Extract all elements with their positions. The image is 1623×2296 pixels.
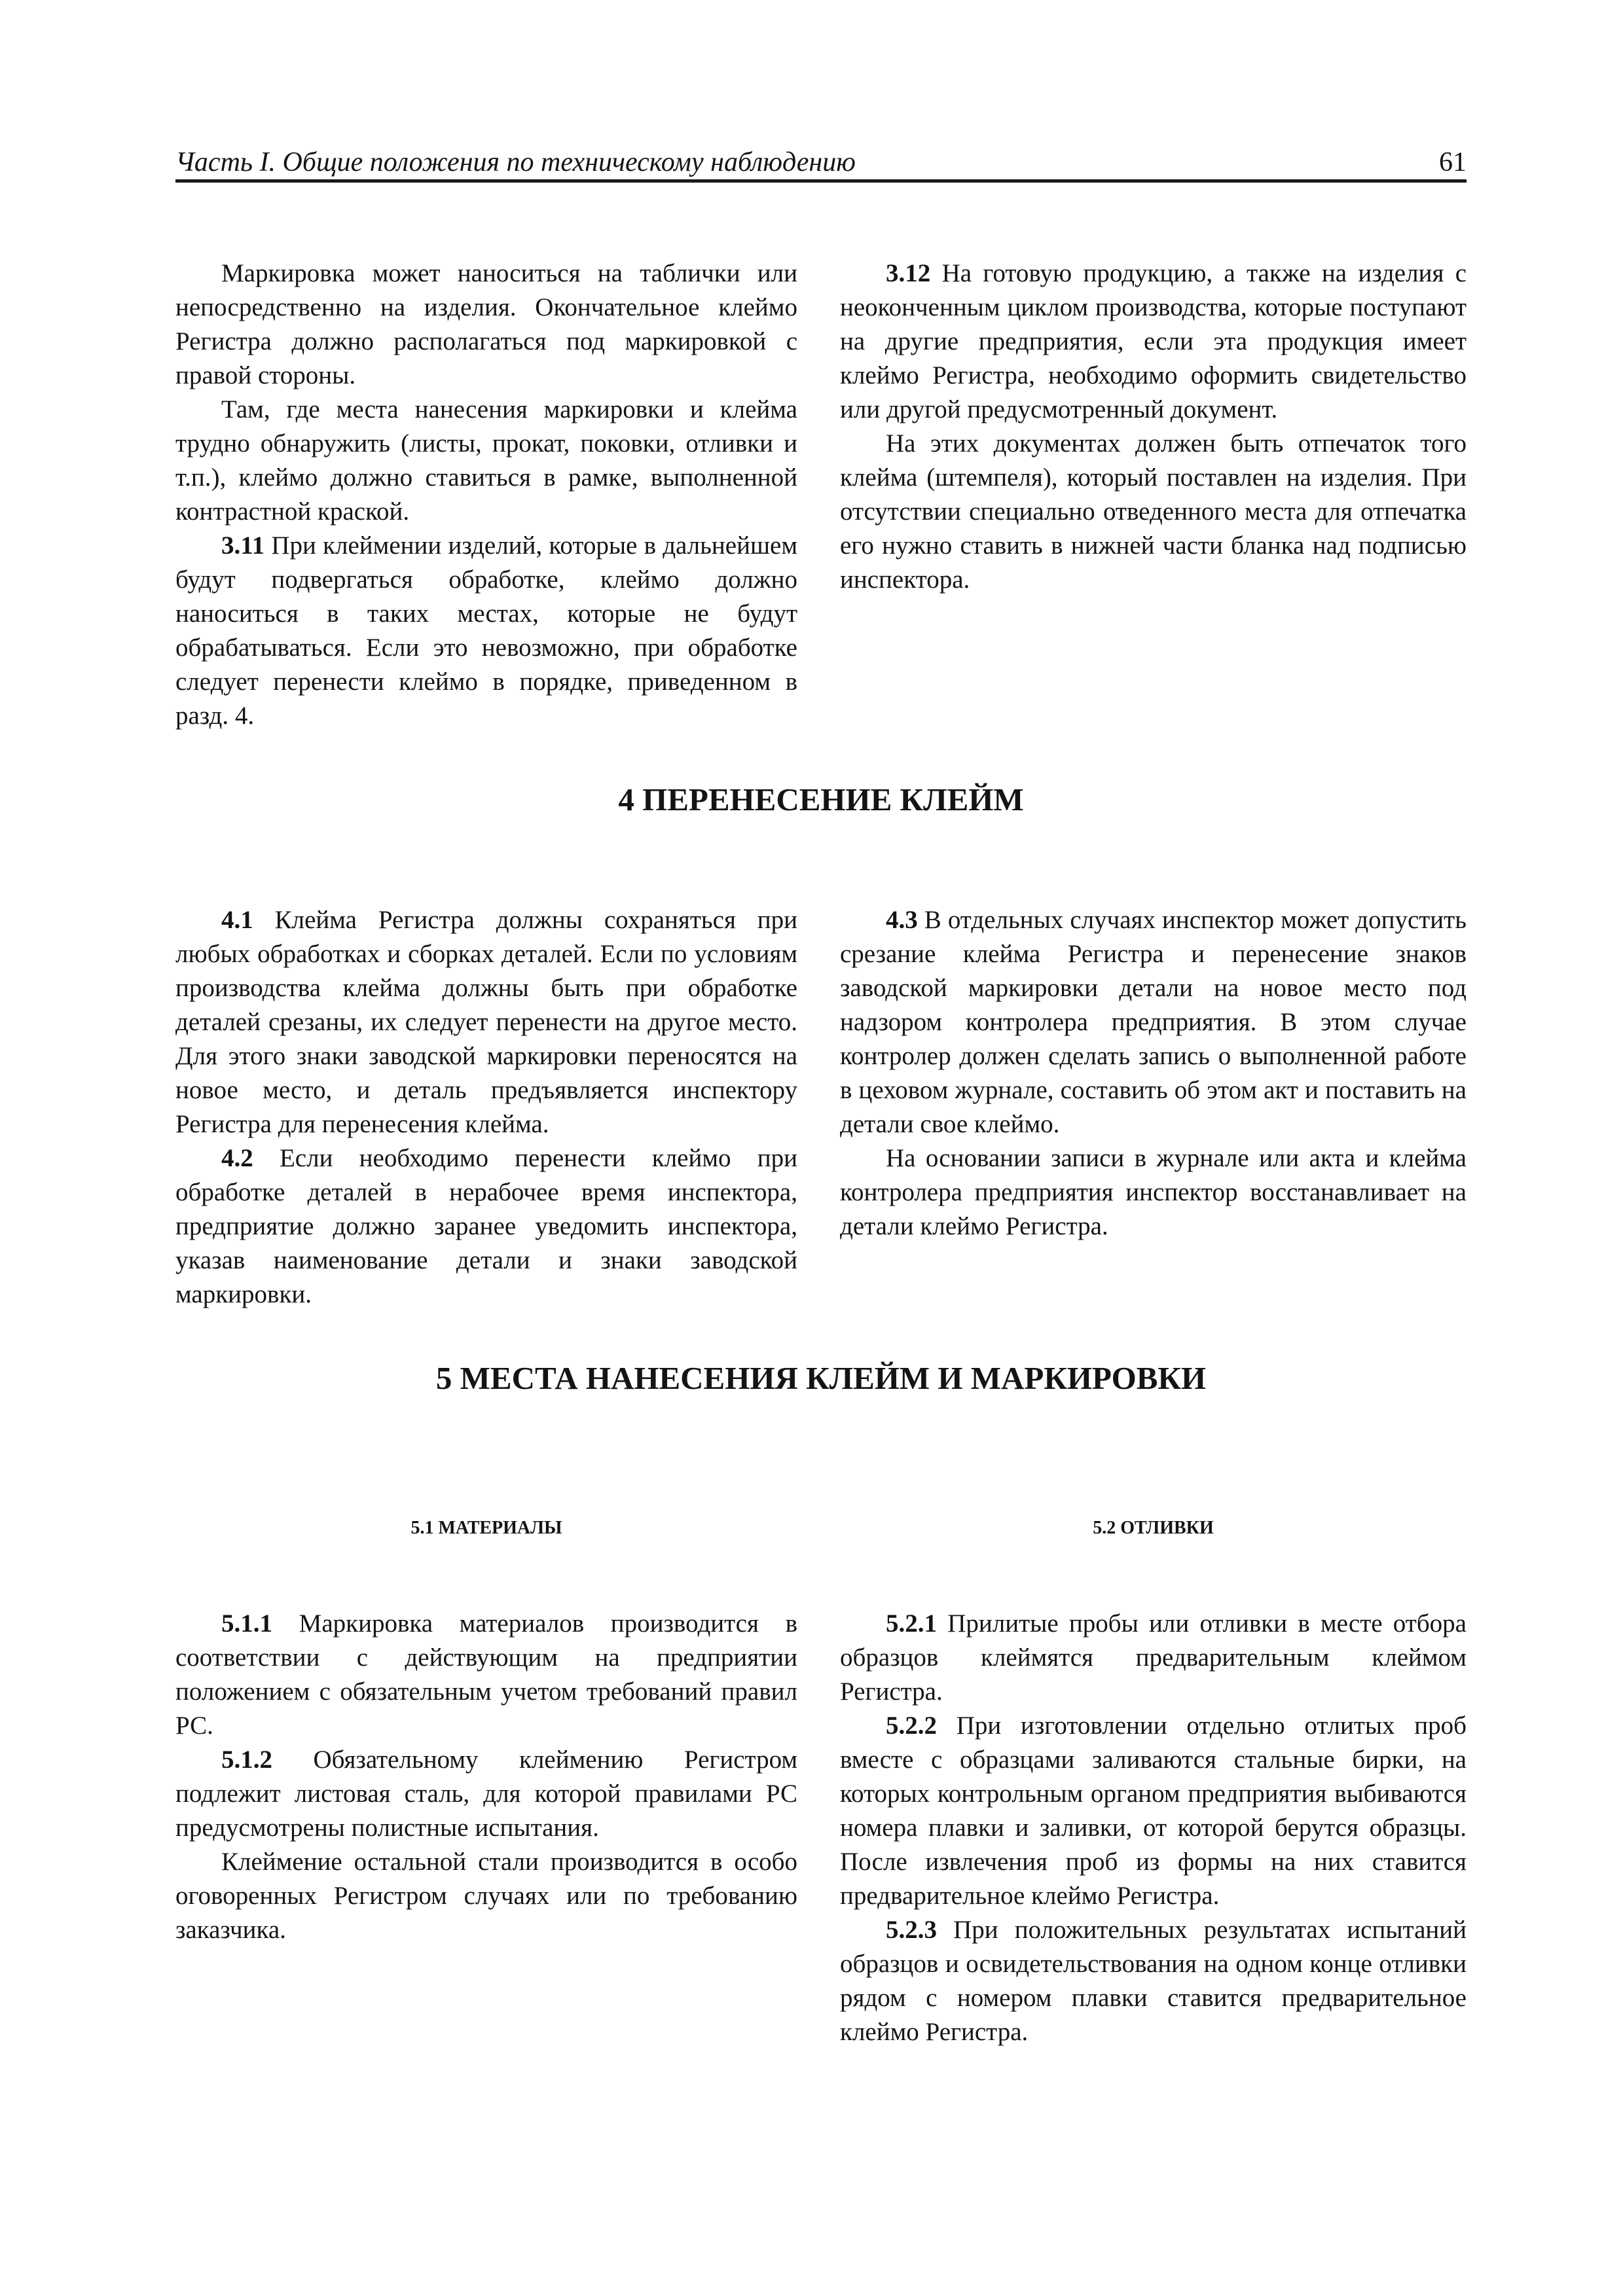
- paragraph: Маркировка может наноситься на таблички или непосредственно на изделия. Окончательное клеймо Регистра должно располагаться под маркировкой с правой стороны.: [175, 259, 797, 389]
- subsection-5-1-title: 5.1 МАТЕРИАЛЫ: [410, 1518, 562, 1538]
- section-4-right-column: [840, 903, 1467, 1244]
- top-left-column: [175, 257, 797, 733]
- section-5-title: 5 МЕСТА НАНЕСЕНИЯ КЛЕЙМ И МАРКИРОВКИ: [435, 1360, 1207, 1396]
- paragraph-5-1-1: 5.1.1 Маркировка материалов производится в соответствии с действующим на предприятии положением с обязательным учетом требований правил РС.: [175, 1609, 797, 1740]
- paragraph: На основании записи в журнале или акта и клейма контролера предприятия инспектор восстанавливает на детали клеймо Регистра.: [840, 1144, 1467, 1240]
- paragraph: На этих документах должен быть отпечаток того клейма (штемпеля), который поставлен на изделия. При отсутствии специально отведенного места для отпечатка его нужно ставить в нижней части бланка над подписью инспектора.: [840, 429, 1467, 594]
- paragraph-5-2-2: 5.2.2 При изготовлении отдельно отлитых проб вместе с образцами заливаются стальные бирки, на которых контрольным органом предприятия выбиваются номера плавки и заливки, от которой берутся образцы. После извлечения проб из формы на них ставится предварительное клеймо Регистра.: [840, 1712, 1467, 1910]
- paragraph-5-2-1: 5.2.1 Прилитые пробы или отливки в месте отбора образцов клеймятся предварительным клеймом Регистра.: [840, 1609, 1467, 1706]
- paragraph-4-1: 4.1 Клейма Регистра должны сохраняться при любых обработках и сборках деталей. Если по условиям производства клейма должны быть при обработке деталей срезаны, их следует перенести на другое место. Для этого знаки заводской маркировки переносятся на новое место, и деталь предъявляется инспектору Регистра для перенесения клейма.: [175, 906, 797, 1138]
- paragraph-3-12: 3.12 На готовую продукцию, а также на изделия с неоконченным циклом производства, которые поступают на другие предприятия, если эта продукция имеет клеймо Регистра, необходимо оформить свидетельство или другой предусмотренный документ.: [840, 259, 1467, 423]
- paragraph-5-1-2: 5.1.2 Обязательному клеймению Регистром подлежит листовая сталь, для которой правилами РС предусмотрены полистные испытания.: [175, 1746, 798, 1842]
- page-number: 61: [1439, 147, 1467, 177]
- paragraph: Там, где места нанесения маркировки и клейма трудно обнаружить (листы, прокат, поковки, отливки и т.п.), клеймо должно ставиться в рамке, выполненной контрастной краской.: [175, 395, 797, 526]
- top-right-column: [840, 257, 1467, 597]
- paragraph-4-2: 4.2 Если необходимо перенести клеймо при обработке деталей в нерабочее время инспектора, предприятие должно заранее уведомить инспектора, указав наименование детали и знаки заводской маркировки.: [175, 1144, 798, 1308]
- paragraph: Клеймение остальной стали производится в особо оговоренных Регистром случаях или по требованию заказчика.: [175, 1848, 797, 1944]
- header-rule: [175, 179, 1467, 183]
- section-5-right-column: [840, 1607, 1467, 2049]
- section-4-left-column: [175, 903, 797, 1312]
- section-5-left-column: [175, 1607, 797, 1947]
- paragraph-3-11: 3.11 При клеймении изделий, которые в дальнейшем будут подвергаться обработке, клеймо должно наноситься в таких местах, которые не будут обрабатываться. Если это невозможно, при обработке следует перенести клеймо в порядке, приведенном в разд. 4.: [175, 531, 798, 730]
- paragraph-4-3: 4.3 В отдельных случаях инспектор может допустить срезание клейма Регистра и перенесение знаков заводской маркировки детали на новое место под надзором контролера предприятия. В этом случае контролер должен сделать запись о выполненной работе в цеховом журнале, составить об этом акт и поставить на детали свое клеймо.: [840, 906, 1467, 1138]
- running-head-title: Часть I. Общие положения по техническому наблюдению: [175, 147, 856, 177]
- paragraph-5-2-3: 5.2.3 При положительных результатах испытаний образцов и освидетельствования на одном конце отливки рядом с номером плавки ставится предварительное клеймо Регистра.: [840, 1916, 1467, 2046]
- section-4-title: 4 ПЕРЕНЕСЕНИЕ КЛЕЙМ: [618, 781, 1024, 817]
- running-head: [175, 143, 1467, 182]
- subsection-5-2-title: 5.2 ОТЛИВКИ: [1093, 1518, 1214, 1538]
